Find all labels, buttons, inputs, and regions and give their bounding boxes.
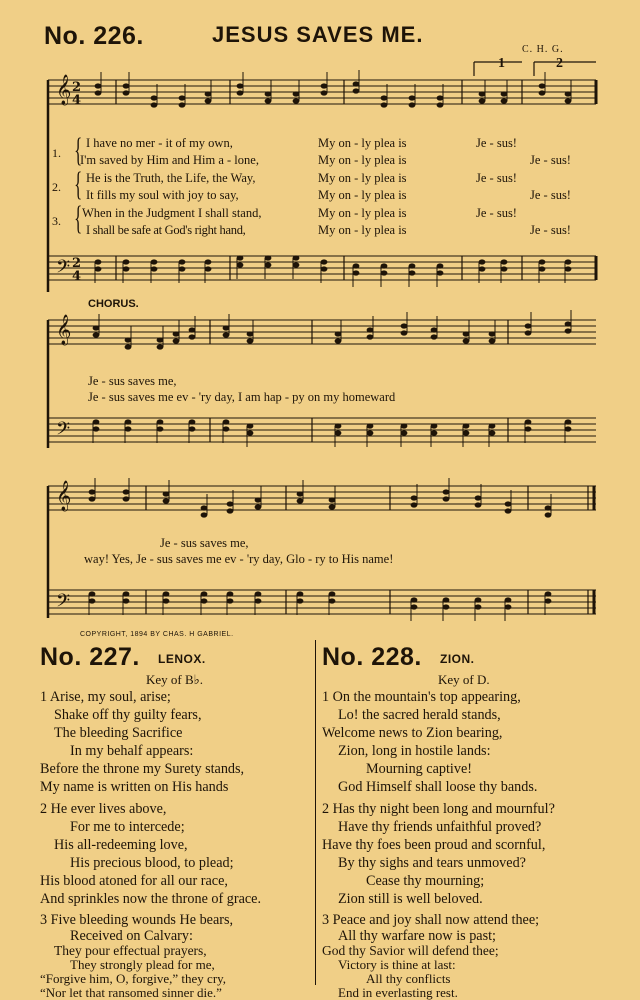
verse-line: My on - ly plea is [318, 188, 407, 202]
poem-line: All thy conflicts [366, 971, 451, 986]
hymn-227-title: LENOX. [158, 652, 206, 666]
poem-line: Lo! the sacred herald stands, [338, 707, 501, 723]
poem-line: 3 Peace and joy shall now attend thee; [322, 912, 540, 928]
poem-line: Before the throne my Surety stands, [40, 761, 245, 777]
poem-line: By thy sighs and tears unmoved? [338, 855, 526, 871]
verse-line: Je - sus! [476, 136, 517, 150]
poem-line: They pour effectual prayers, [54, 943, 207, 958]
svg-text:𝄞: 𝄞 [56, 315, 72, 345]
verse-line: My on - ly plea is [318, 153, 407, 167]
chorus-lyric-line: Je - sus saves me, [160, 536, 249, 550]
poem-line: 2 Has thy night been long and mournful? [322, 801, 555, 817]
poem-line: The bleeding Sacrifice [54, 725, 183, 741]
verse-line: My on - ly plea is [318, 136, 407, 150]
poem-line: And sprinkles now the throne of grace. [40, 891, 262, 907]
svg-text:2: 2 [72, 256, 82, 271]
svg-text:𝄢: 𝄢 [56, 419, 71, 444]
verse-line: My on - ly plea is [318, 223, 407, 237]
poem-line: “Nor let that ransomed sinner die.” [40, 985, 222, 1000]
poem-line: Victory is thine at last: [338, 957, 456, 972]
poem-line: In my behalf appears: [70, 743, 194, 759]
svg-text:4: 4 [72, 93, 82, 108]
poem-line: Zion still is well beloved. [338, 891, 483, 907]
ending-2-label: 2 [556, 56, 563, 71]
verse-line: It fills my soul with joy to say, [86, 188, 239, 202]
verse-line: Je - sus! [476, 206, 517, 220]
poem-line: Zion, long in hostile lands: [338, 743, 491, 759]
verse-line: Je - sus! [530, 188, 571, 202]
poem-line: His all-redeeming love, [54, 837, 188, 853]
svg-text:𝄢: 𝄢 [56, 591, 71, 616]
poem-line: “Forgive him, O, forgive,” they cry, [40, 971, 227, 986]
verse-line: My on - ly plea is [318, 206, 407, 220]
verse-line: Je - sus! [530, 223, 571, 237]
svg-text:𝄞: 𝄞 [56, 75, 72, 105]
poem-line: His blood atoned for all our race, [40, 873, 228, 889]
verse-line: He is the Truth, the Life, the Way, [86, 171, 256, 185]
verse-line: I shall be safe at God's right hand, [86, 223, 246, 237]
column-divider [315, 640, 316, 985]
poem-line: 3 Five bleeding wounds He bears, [40, 912, 234, 928]
verse-line: I have no mer - it of my own, [86, 136, 233, 150]
poem-line: Have thy foes been proud and scornful, [322, 837, 546, 853]
poem-line: They strongly plead for me, [70, 957, 215, 972]
hymn-228-key: Key of D. [438, 672, 490, 687]
system-3 [48, 478, 596, 621]
poem-line: Have thy friends unfaithful proved? [338, 819, 542, 835]
verse-line: When in the Judgment I shall stand, [82, 206, 262, 220]
poem-line: God Himself shall loose thy bands. [338, 779, 538, 795]
poem-line: My name is written on His hands [40, 779, 229, 795]
poem-line: For me to intercede; [70, 819, 185, 835]
poem-line: 1 On the mountain's top appearing, [322, 689, 521, 705]
ending-1-label: 1 [498, 56, 505, 71]
hymn-226-number: No. 226. [44, 22, 144, 50]
poem-line: God thy Savior will defend thee; [322, 943, 499, 958]
verse-brace: { [74, 200, 83, 237]
chorus-lyric-line: way! Yes, Je - sus saves me ev - 'ry day, Glo - ry to His name! [84, 552, 394, 566]
hymn-226-title: JESUS SAVES ME. [212, 22, 424, 47]
verse-number-2: 2. [52, 180, 61, 194]
verse-number-1: 1. [52, 146, 61, 160]
verse-number-3: 3. [52, 214, 61, 228]
poem-line: Welcome news to Zion bearing, [322, 725, 503, 741]
verse-line: Je - sus! [530, 153, 571, 167]
poem-line: Cease thy mourning; [366, 873, 485, 889]
hymn-226-composer: C. H. G. [522, 44, 564, 55]
verse-brace: { [74, 132, 83, 169]
copyright-notice: COPYRIGHT, 1894 BY CHAS. H GABRIEL. [80, 631, 234, 638]
poem-line: 1 Arise, my soul, arise; [40, 689, 171, 705]
verse-line: I'm saved by Him and Him a - lone, [80, 153, 259, 167]
verse-brace: { [74, 166, 83, 203]
hymn-227-number: No. 227. [40, 643, 140, 671]
hymn-228-number: No. 228. [322, 643, 422, 671]
poem-line: Mourning captive! [366, 761, 472, 777]
poem-line: Shake off thy guilty fears, [54, 707, 202, 723]
chorus-lyric-line: Je - sus saves me, [88, 374, 177, 388]
chorus-lyric-line: Je - sus saves me ev - 'ry day, I am hap - py on my homeward [88, 390, 396, 404]
hymn-227-key: Key of B♭. [146, 672, 204, 687]
chorus-label: CHORUS. [88, 298, 139, 310]
poem-line: All thy warfare now is past; [338, 928, 496, 944]
poem-line: His precious blood, to plead; [70, 855, 234, 871]
poem-line: End in everlasting rest. [338, 985, 458, 1000]
svg-text:2: 2 [72, 80, 82, 95]
verse-line: My on - ly plea is [318, 171, 407, 185]
svg-text:4: 4 [72, 269, 82, 284]
verse-line: Je - sus! [476, 171, 517, 185]
poem-line: 2 He ever lives above, [40, 801, 167, 817]
poem-line: Received on Calvary: [70, 928, 193, 944]
svg-text:𝄢: 𝄢 [56, 257, 71, 282]
svg-text:𝄞: 𝄞 [56, 481, 72, 511]
hymn-228-title: ZION. [440, 652, 475, 666]
